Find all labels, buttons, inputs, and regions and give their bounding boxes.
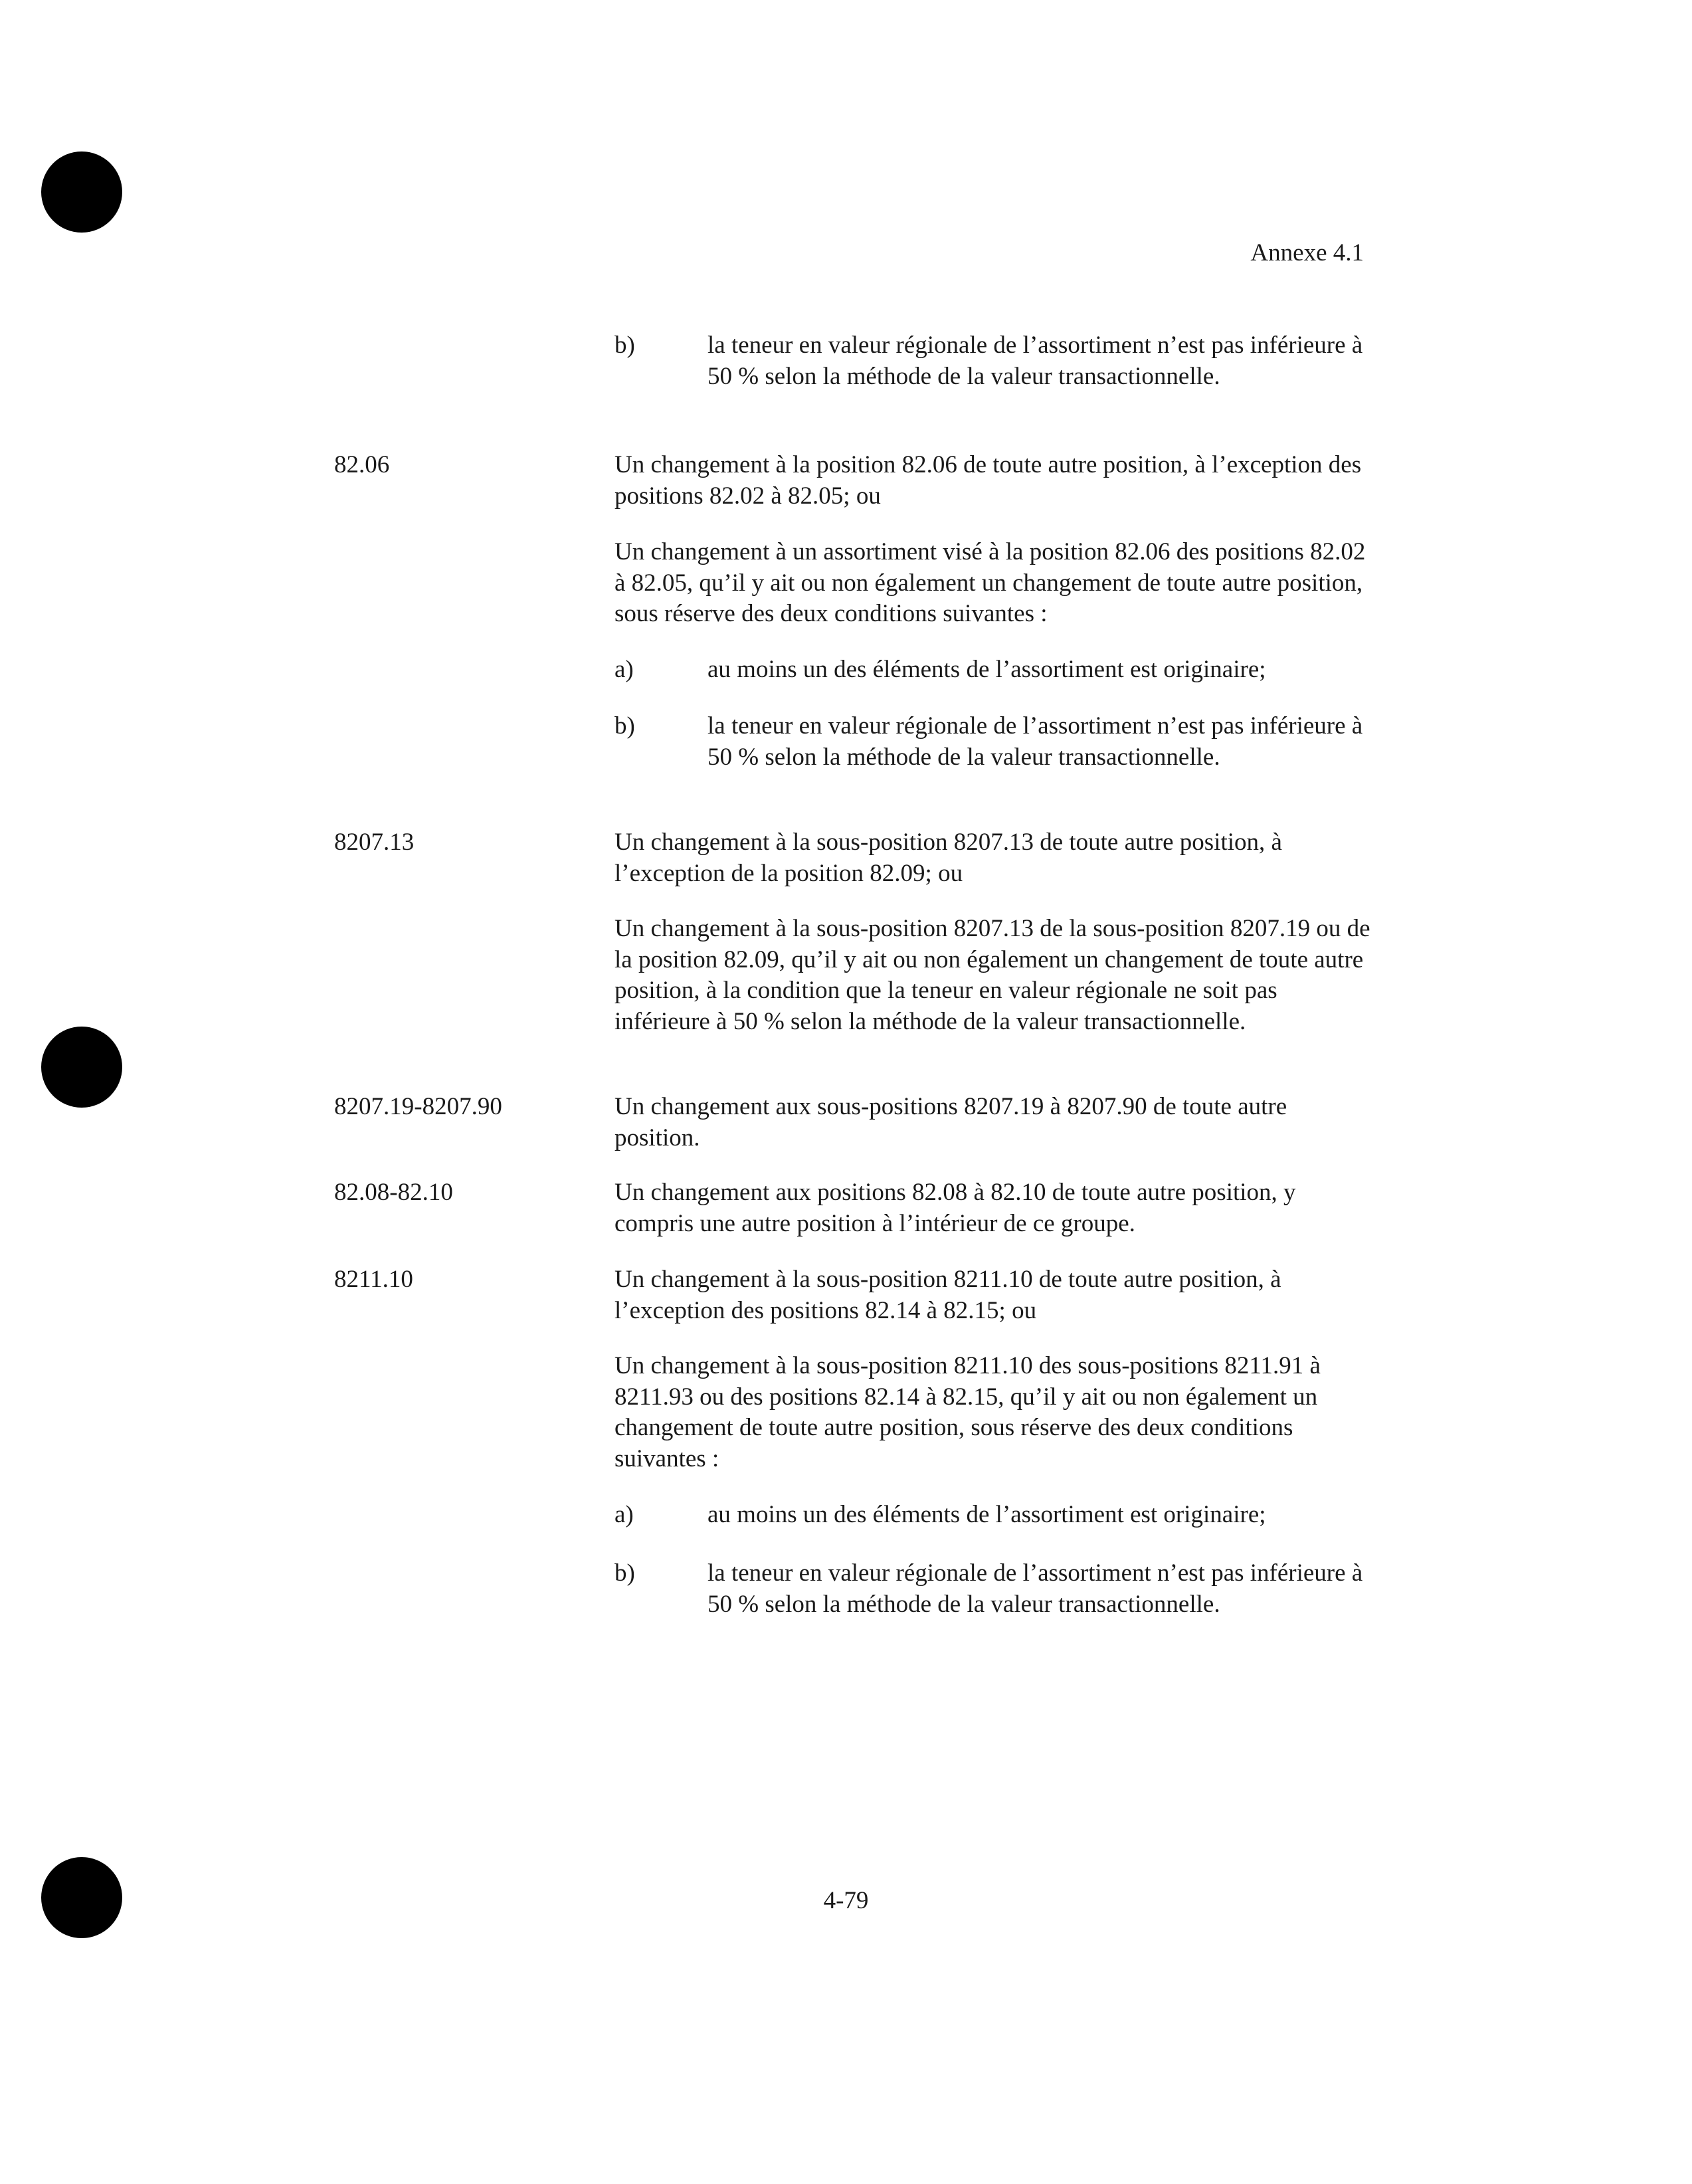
punch-hole xyxy=(41,1027,122,1108)
tariff-code: 8207.13 xyxy=(334,829,415,856)
item-text: la teneur en valeur régionale de l’assortiment n’est pas inférieure à 50 % selon la méthode de la valeur transactionnelle. xyxy=(707,332,1363,390)
item-letter: a) xyxy=(614,1501,634,1528)
rule-paragraph: Un changement à la sous-position 8207.13 de toute autre position, à l’exception de la position 82.09; ou xyxy=(614,829,1282,887)
tariff-code: 82.06 xyxy=(334,451,390,478)
rule-paragraph: Un changement à la sous-position 8211.10 des sous-positions 8211.91 à 8211.93 ou des positions 82.14 à 82.15, qu’il y ait ou non également un changement de toute autre position, sous réserve des deux conditions suivantes : xyxy=(614,1352,1321,1472)
rule-paragraph: Un changement aux sous-positions 8207.19 à 8207.90 de toute autre position. xyxy=(614,1093,1287,1151)
item-text: la teneur en valeur régionale de l’assortiment n’est pas inférieure à 50 % selon la méthode de la valeur transactionnelle. xyxy=(707,1559,1363,1618)
page-number: 4-79 xyxy=(823,1887,869,1914)
item-letter: b) xyxy=(614,1559,635,1587)
rule-paragraph: Un changement à la sous-position 8207.13 de la sous-position 8207.19 ou de la position 82.09, qu’il y ait ou non également un changement de toute autre position, à la condition que la teneur en valeur régionale ne soit pas inférieure à 50 % selon la méthode de la valeur transactionnelle. xyxy=(614,915,1370,1035)
item-letter: b) xyxy=(614,712,635,740)
page-header: Annexe 4.1 xyxy=(1250,239,1364,266)
item-text: au moins un des éléments de l’assortiment est originaire; xyxy=(707,656,1266,683)
tariff-code: 82.08-82.10 xyxy=(334,1179,453,1206)
rule-paragraph: Un changement aux positions 82.08 à 82.10 de toute autre position, y compris une autre position à l’intérieur de ce groupe. xyxy=(614,1179,1296,1237)
tariff-code: 8207.19-8207.90 xyxy=(334,1093,502,1120)
item-text: la teneur en valeur régionale de l’assortiment n’est pas inférieure à 50 % selon la méthode de la valeur transactionnelle. xyxy=(707,712,1363,771)
rule-paragraph: Un changement à la sous-position 8211.10 de toute autre position, à l’exception des positions 82.14 à 82.15; ou xyxy=(614,1266,1281,1324)
tariff-code: 8211.10 xyxy=(334,1266,413,1293)
item-letter: b) xyxy=(614,332,635,359)
rule-paragraph: Un changement à un assortiment visé à la position 82.06 des positions 82.02 à 82.05, qu’il y ait ou non également un changement de toute autre position, sous réserve des deux conditions suivantes : xyxy=(614,538,1366,627)
item-letter: a) xyxy=(614,656,634,683)
item-text: au moins un des éléments de l’assortiment est originaire; xyxy=(707,1501,1266,1528)
punch-hole xyxy=(41,151,122,233)
rule-paragraph: Un changement à la position 82.06 de toute autre position, à l’exception des positions 82.02 à 82.05; ou xyxy=(614,451,1362,510)
